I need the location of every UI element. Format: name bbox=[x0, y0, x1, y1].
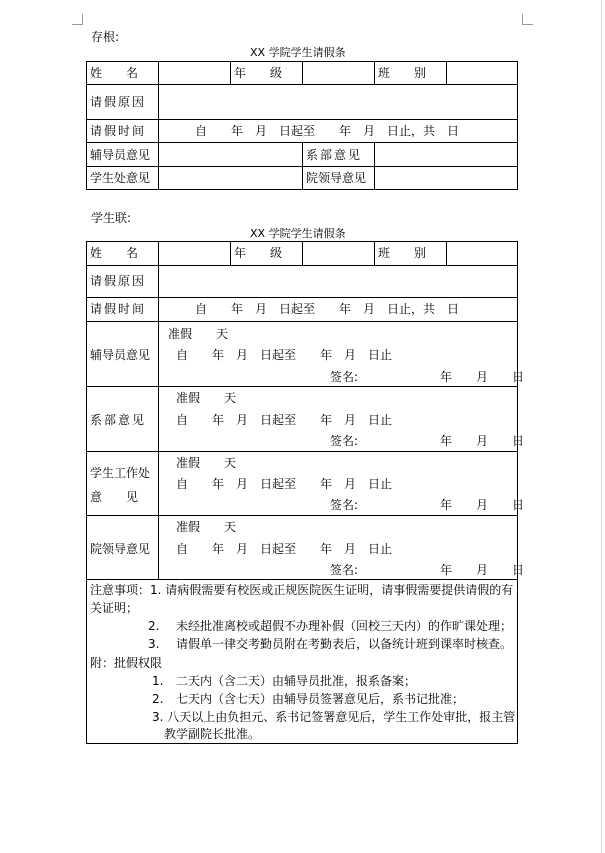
approve-range-text: 自 年 月 日起至 年 月 日止 bbox=[176, 477, 393, 491]
stub-dean-label: 院领导意见 bbox=[306, 171, 367, 185]
approve-range-text: 自 年 月 日起至 年 月 日止 bbox=[176, 348, 393, 362]
appendix-2-num: 2. bbox=[152, 692, 164, 706]
student-title: XX 学院学生请假条 bbox=[250, 227, 346, 240]
appendix-2: 七天内（含七天）由辅导员签署意见后，系书记批准； bbox=[176, 692, 465, 706]
stub-counselor-label: 辅导员意见 bbox=[90, 148, 151, 162]
stub-office-label: 学生处意见 bbox=[90, 171, 151, 185]
appendix-3-cont: 教学副院长批准。 bbox=[164, 727, 261, 741]
notes-item2: 未经批准离校或超假不办理补假（回校三天内）的作旷课处理； bbox=[176, 619, 513, 633]
student-office-label-line2: 意 见 bbox=[90, 490, 139, 504]
sign-date: 年 月 日 bbox=[440, 434, 525, 448]
approve-days-text: 准假 天 bbox=[176, 456, 237, 470]
student-counselor-label: 辅导员意见 bbox=[90, 348, 151, 362]
appendix-3: 3. 八天以上由负担元、系书记签署意见后，学生工作处审批，报主管 bbox=[152, 710, 516, 724]
notes-item3-num: 3. bbox=[148, 637, 160, 651]
approve-days-text: 准假 天 bbox=[176, 391, 237, 405]
stub-dept-label: 系部意见 bbox=[306, 148, 363, 162]
student-heading: 学生联: bbox=[91, 211, 132, 225]
notes-item3: 请假单一律交考勤员附在考勤表后，以备统计班到课率时核查。 bbox=[176, 637, 513, 651]
stub-heading: 存根: bbox=[91, 30, 120, 44]
sign-label: 签名: bbox=[330, 434, 359, 448]
stub-reason-label: 请假原因 bbox=[90, 95, 147, 109]
sign-date: 年 月 日 bbox=[440, 563, 525, 577]
appendix-1-num: 1. bbox=[152, 674, 164, 688]
approve-days-text: 准假 天 bbox=[176, 520, 237, 534]
sign-date: 年 月 日 bbox=[440, 370, 525, 384]
approve-days-text: 准假 天 bbox=[168, 327, 229, 341]
sign-date: 年 月 日 bbox=[440, 498, 525, 512]
sign-label: 签名: bbox=[330, 563, 359, 577]
page-edge bbox=[601, 0, 602, 853]
student-class-label: 班 别 bbox=[378, 246, 427, 260]
student-time-text: 自 年 月 日起至 年 月 日止，共 日 bbox=[195, 302, 460, 316]
approve-range-text: 自 年 月 日起至 年 月 日止 bbox=[176, 413, 393, 427]
page-corner-mark bbox=[522, 14, 533, 25]
student-name-label: 姓 名 bbox=[90, 246, 139, 260]
page-corner-mark bbox=[72, 14, 83, 25]
notes-item2-num: 2. bbox=[148, 619, 160, 633]
notes-line2: 关证明； bbox=[90, 601, 139, 615]
stub-title: XX 学院学生请假条 bbox=[250, 46, 346, 59]
stub-time-label: 请假时间 bbox=[90, 124, 147, 138]
student-dean-label: 院领导意见 bbox=[90, 542, 151, 556]
stub-name-label: 姓 名 bbox=[90, 66, 139, 80]
student-reason-label: 请假原因 bbox=[90, 274, 147, 288]
student-grade-label: 年 级 bbox=[234, 246, 283, 260]
sign-label: 签名: bbox=[330, 370, 359, 384]
sign-label: 签名: bbox=[330, 498, 359, 512]
approve-range-text: 自 年 月 日起至 年 月 日止 bbox=[176, 542, 393, 556]
stub-time-text: 自 年 月 日起至 年 月 日止，共 日 bbox=[195, 124, 460, 138]
student-office-label-line1: 学生工作处 bbox=[90, 466, 151, 480]
appendix-1: 二天内（含二天）由辅导员批准，报系备案； bbox=[176, 674, 417, 688]
notes-appendix-title: 附：批假权限 bbox=[90, 656, 163, 670]
student-time-label: 请假时间 bbox=[90, 302, 147, 316]
stub-grade-label: 年 级 bbox=[234, 66, 283, 80]
student-dept-label: 系部意见 bbox=[90, 413, 147, 427]
stub-class-label: 班 别 bbox=[378, 66, 427, 80]
notes-line1: 注意事项：1. 请病假需要有校医或正规医院医生证明，请事假需要提供请假的有 bbox=[90, 583, 514, 597]
